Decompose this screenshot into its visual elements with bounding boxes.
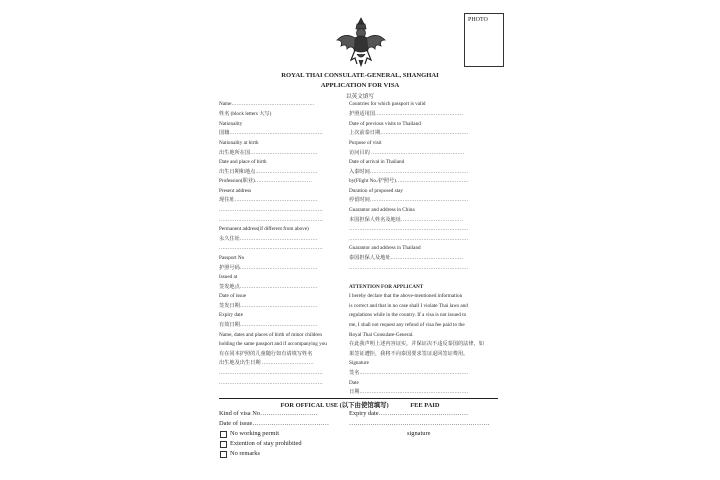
field-duration[interactable]: 停留时间………………………………………………… [349, 197, 469, 203]
field-present-address[interactable]: 现住址………………………………………… [219, 197, 318, 203]
office-signature-label: signature [407, 430, 431, 437]
label-minor-children-2: holding the same passport and if accompanying you [219, 341, 327, 347]
field-name[interactable]: Name………………………………………… [219, 101, 315, 107]
field-flight-no[interactable]: by(Flight No./护照号)…………………………………… [349, 178, 469, 184]
field-permanent-address[interactable]: 永久住址……………………………………… [219, 236, 318, 242]
field-name-cn: 姓名 (block letters 大写) [219, 111, 272, 117]
label-permanent-address: Permanent address(if different from above) [219, 226, 309, 232]
label-purpose: Purpose of visit [349, 140, 382, 146]
field-guarantor-china-line-2[interactable]: …………………………………………………………… [349, 226, 469, 232]
declaration-line-5: Royal Thai Consulate-General. [349, 332, 414, 338]
label-date-place-birth: Date and place of birth [219, 159, 267, 165]
field-permanent-address-line-2[interactable]: …………………………………………………… [219, 245, 323, 251]
official-use-title: FOR OFFICAL USE (以下由使馆填写) [280, 402, 389, 409]
field-date-place-birth[interactable]: 出生日期和地点……………………………… [219, 169, 318, 175]
photo-label: PHOTO [468, 17, 488, 23]
field-guarantor-china-line-3[interactable]: …………………………………………………………… [349, 236, 469, 242]
declaration-line-1: I hereby declare that the above-mentioned information [349, 293, 463, 299]
label-arrival-date: Date of arrival in Thailand [349, 159, 405, 165]
field-minor-children[interactable]: 出生地及出生日期 ………………………… [219, 360, 314, 366]
label-passport-countries: Countries for which passport is valid [349, 101, 426, 107]
field-office-expiry-date[interactable]: Expiry date…………………………………… [349, 410, 469, 417]
declaration-cn-line-1: 在此我声明上述内容证实，并保证决不违反泰国的法律，如 [349, 341, 484, 347]
label-date: Date [349, 380, 359, 386]
field-signature[interactable]: 签名……………………………………………………… [349, 370, 469, 376]
field-guarantor-thailand-line-2[interactable]: …………………………………………………………… [349, 265, 469, 271]
label-no-working-permit: No working permit [230, 430, 279, 437]
field-kind-of-visa[interactable]: Kind of visa No……………………… [219, 410, 318, 417]
label-date-of-issue: Date of issue [219, 293, 247, 299]
label-no-remarks: No remarks [230, 450, 260, 457]
field-date-of-issue[interactable]: 签发日期……………………………………… [219, 303, 318, 309]
field-guarantor-china[interactable]: 本国担保人姓名及地址……………………………… [349, 217, 464, 223]
label-expiry-date: Expiry date [219, 312, 244, 318]
label-previous-visits: Date of previous visits to Thailand [349, 121, 421, 127]
label-nationality-birth: Nationality at birth [219, 140, 259, 146]
label-guarantor-thailand: Guarantor and address in Thailand [349, 245, 421, 251]
consulate-name: ROYAL THAI CONSULATE-GENERAL, SHANGHAI [281, 72, 439, 79]
field-passport-no[interactable]: 护照号码……………………………………… [219, 265, 318, 271]
declaration-cn-line-2: 果签证遭拒，我将不向泰国要求签证退回签证费用。 [349, 351, 469, 357]
label-duration: Duration of proposed stay [349, 188, 404, 194]
field-passport-countries[interactable]: 护照适用国…………………………………………… [349, 111, 464, 117]
field-present-address-line-3[interactable]: …………………………………………………… [219, 217, 323, 223]
declaration-line-4: me, I shall not request any refund of visa fee paid to the [349, 322, 465, 328]
field-present-address-line-2[interactable]: …………………………………………………… [219, 207, 323, 213]
label-minor-children: Name, dates and places of birth of minor children [219, 332, 322, 338]
checkbox-extension-prohibited[interactable] [220, 441, 227, 448]
label-passport-no: Passport No [219, 255, 245, 261]
field-office-dotted-line[interactable]: ………………………………………………………… [349, 420, 490, 427]
label-extension-prohibited: Extention of stay prohibited [230, 440, 302, 447]
field-previous-visits[interactable]: 上次前泰日期…………………………………………… [349, 130, 469, 136]
field-minor-children-line-2[interactable]: …………………………………………………… [219, 370, 323, 376]
field-minor-children-line-3[interactable]: …………………………………………………… [219, 380, 323, 386]
garuda-emblem-icon [333, 16, 389, 68]
declaration-line-2: is correct and that in no case shall I violate Thai laws and [349, 303, 468, 309]
label-guarantor-china: Guarantor and address in China [349, 207, 415, 213]
checkbox-no-remarks[interactable] [220, 451, 227, 458]
field-guarantor-thailand[interactable]: 泰国担保人及地址…………………………………… [349, 255, 464, 261]
declaration-line-3: regulations while in the country. If a visa is not issued to [349, 312, 467, 318]
section-divider [219, 398, 498, 399]
fee-paid-label: FEE PAID [410, 402, 440, 409]
official-use-heading [0, 400, 720, 409]
field-arrival-date[interactable]: 入泰时间………………………………………………… [349, 169, 469, 175]
field-profession[interactable]: Profession(职业)…………………………… [219, 178, 312, 184]
photo-box [464, 13, 504, 67]
field-purpose[interactable]: 访问目的 ……………………………………………… [349, 150, 465, 156]
attention-heading: ATTENTION FOR APPLICANT [349, 284, 424, 290]
field-expiry-date[interactable]: 有效日期……………………………………… [219, 322, 318, 328]
form-subtitle: 以英文填写 [346, 94, 374, 100]
checkbox-no-working-permit[interactable] [220, 431, 227, 438]
label-issued-at: Issued at [219, 274, 238, 280]
label-signature: Signature [349, 360, 369, 366]
field-date[interactable]: 日期……………………………………………………… [349, 389, 469, 395]
field-issued-at[interactable]: 签发地点……………………………………… [219, 284, 318, 290]
field-nationality-birth[interactable]: 出生地所在国………………………………… [219, 150, 318, 156]
field-nationality[interactable]: 国籍……………………………………………… [219, 130, 323, 136]
field-office-date-of-issue[interactable]: Date of issue……………………………… [219, 420, 330, 427]
label-present-address: Present address [219, 188, 252, 194]
form-title: APPLICATION FOR VISA [320, 82, 400, 89]
label-minor-children-cn: 有在同本护照的儿童随行如有请填写姓名 [219, 351, 313, 357]
label-nationality: Nationality [219, 121, 243, 127]
